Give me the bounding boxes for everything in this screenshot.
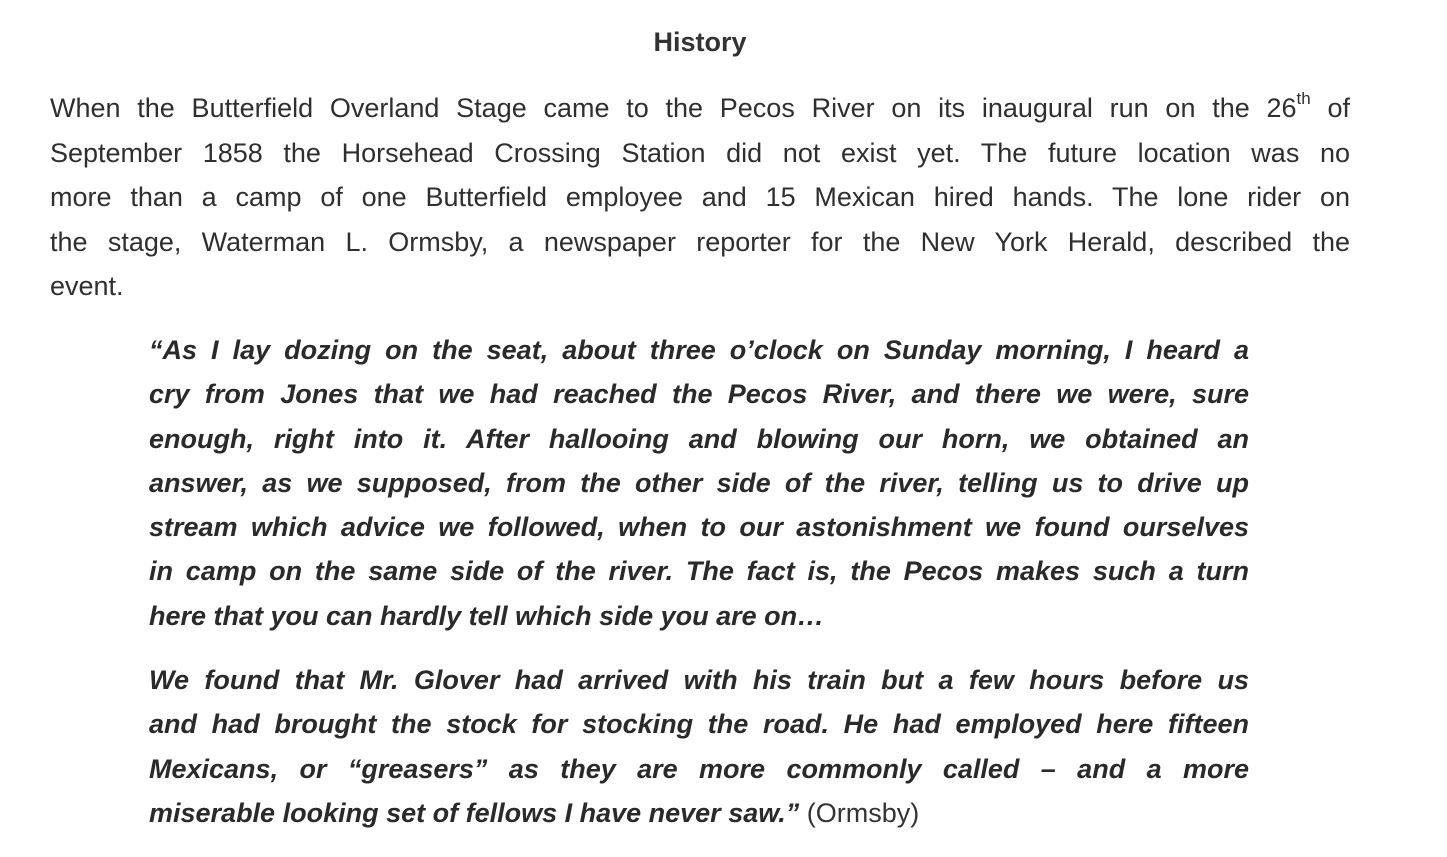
- intro-line: the stage, Waterman L. Ormsby, a newspaper reporter for the New York Herald, described the: [50, 226, 1350, 257]
- quote-line: here that you can hardly tell which side you are on…: [149, 600, 825, 631]
- quote-line: in camp on the same side of the river. The fact is, the Pecos makes such a turn: [149, 556, 1249, 587]
- quote-attribution: (Ormsby): [799, 797, 920, 828]
- quote-line: and had brought the stock for stocking the road. He had employed here fifteen: [149, 709, 1249, 740]
- intro-line: When the Butterfield Overland Stage came to the Pecos River on its inaugural run on the 26th of: [50, 89, 1350, 123]
- intro-line: more than a camp of one Butterfield employee and 15 Mexican hired hands. The lone rider on: [50, 182, 1350, 212]
- quote-line: “As I lay dozing on the seat, about three o’clock on Sunday morning, I heard a: [149, 335, 1249, 365]
- ordinal-superscript: th: [1296, 89, 1311, 108]
- block-quote-1: [149, 328, 1249, 638]
- quote-line: enough, right into it. After hallooing and blowing our horn, we obtained an: [149, 423, 1249, 454]
- quote-line: miserable looking set of fellows I have never saw.” (Ormsby): [149, 797, 920, 828]
- intro-line: September 1858 the Horsehead Crossing Station did not exist yet. The future location was no: [50, 137, 1350, 168]
- quote-line: We found that Mr. Glover had arrived with his train but a few hours before us: [149, 665, 1249, 695]
- quote-line: answer, as we supposed, from the other side of the river, telling us to drive up: [149, 467, 1249, 498]
- block-quote-2: [149, 658, 1249, 835]
- quote-line: Mexicans, or “greasers” as they are more commonly called – and a more: [149, 753, 1249, 784]
- page-title: History: [653, 27, 747, 57]
- quote-line: cry from Jones that we had reached the Pecos River, and there we were, sure: [149, 379, 1249, 410]
- quote-line: stream which advice we followed, when to our astonishment we found ourselves: [149, 512, 1249, 543]
- intro-line: event.: [50, 271, 124, 301]
- intro-paragraph: [50, 86, 1350, 309]
